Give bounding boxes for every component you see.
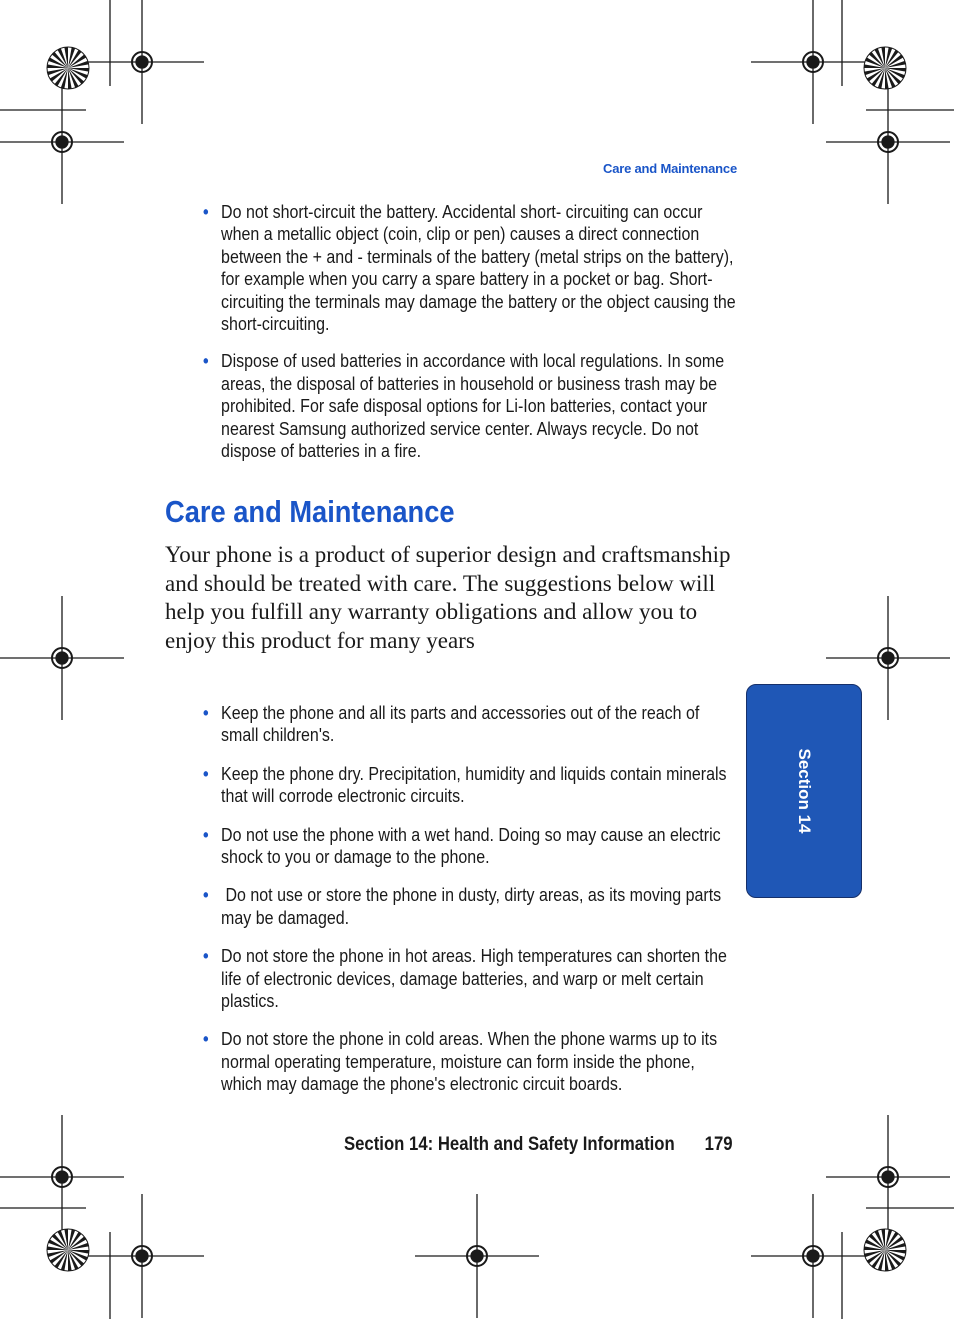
section-tab-label: Section 14 bbox=[795, 748, 814, 834]
bullet-icon: • bbox=[203, 945, 209, 967]
list-item bbox=[203, 350, 737, 462]
page-number: 179 bbox=[705, 1134, 733, 1155]
starburst-icon bbox=[864, 47, 906, 89]
starburst-icon bbox=[47, 47, 89, 89]
bullet-icon: • bbox=[203, 762, 209, 784]
crosshair-icon bbox=[0, 80, 124, 204]
bullet-text: Do not use the phone with a wet hand. Doing so may cause an electric shock to you or damage to the phone. bbox=[221, 823, 721, 868]
crosshair-icon bbox=[0, 1115, 124, 1239]
bullet-icon: • bbox=[203, 350, 209, 372]
section-heading: Care and Maintenance bbox=[165, 494, 455, 529]
bullet-icon: • bbox=[203, 702, 209, 723]
crosshair-icon bbox=[751, 1194, 875, 1318]
bullet-text: Do not store the phone in cold areas. When the phone warms up to its normal operating temperature, moisture can form inside the phone, which may damage the phone's electronic circuit boards. bbox=[221, 1028, 718, 1095]
bullet-icon: • bbox=[203, 823, 209, 845]
starburst-icon bbox=[864, 1229, 906, 1271]
bullet-icon: • bbox=[203, 884, 209, 906]
list-item bbox=[203, 702, 737, 747]
list-item bbox=[203, 945, 737, 1012]
crosshair-icon bbox=[80, 1194, 204, 1318]
crosshair-icon bbox=[0, 596, 124, 720]
starburst-icon bbox=[47, 1229, 89, 1271]
list-item bbox=[203, 824, 737, 869]
list-item bbox=[203, 1028, 737, 1095]
crosshair-icon bbox=[415, 1194, 539, 1318]
footer-section-title: Section 14: Health and Safety Information bbox=[344, 1134, 676, 1155]
list-item bbox=[203, 763, 737, 808]
page-footer bbox=[344, 1134, 733, 1156]
crosshair-icon bbox=[751, 0, 875, 124]
bullet-icon: • bbox=[203, 1028, 209, 1050]
bullet-icon: • bbox=[203, 201, 209, 222]
bullet-text: Do not use or store the phone in dusty, dirty areas, as its moving parts may be damaged. bbox=[221, 884, 726, 928]
bullet-text: Do not store the phone in hot areas. High temperatures can shorten the life of electronic devices, damage batteries, and warp or melt certain plastics. bbox=[221, 945, 727, 1012]
list-item bbox=[203, 884, 737, 929]
crosshair-icon bbox=[826, 80, 950, 204]
running-head: Care and Maintenance bbox=[603, 161, 737, 176]
section-tab bbox=[746, 684, 862, 898]
bullet-text: Do not short-circuit the battery. Accidental short- circuiting can occur when a metallic object (coin, clip or pen) causes a direct connection between the + and - terminals of the battery (metal strips on the battery), for example when you carry a spare battery in a pocket or bag. Short-circuiting the terminals may damage the battery or the object causing the short-circuiting. bbox=[221, 201, 736, 335]
bullet-text: Dispose of used batteries in accordance with local regulations. In some areas, the disposal of batteries in household or business trash may be prohibited. For safe disposal options for Li-Ion batteries, contact your nearest Samsung authorized service center. Always recycle. Do not dispose of batteries in a fire. bbox=[221, 350, 725, 462]
list-item bbox=[203, 201, 737, 335]
bullet-text: Keep the phone and all its parts and accessories out of the reach of small children's. bbox=[221, 702, 700, 746]
intro-paragraph: Your phone is a product of superior design and craftsmanship and should be treated with care. The suggestions below will help you fulfill any warranty obligations and allow you to enjoy this product for many years bbox=[165, 542, 731, 653]
care-bullet-list bbox=[203, 702, 743, 1112]
crosshair-icon bbox=[80, 0, 204, 124]
bullet-text: Keep the phone dry. Precipitation, humidity and liquids contain minerals that will corrode electronic circuits. bbox=[221, 762, 727, 807]
crosshair-icon bbox=[826, 1115, 950, 1239]
battery-bullet-list bbox=[203, 201, 743, 462]
